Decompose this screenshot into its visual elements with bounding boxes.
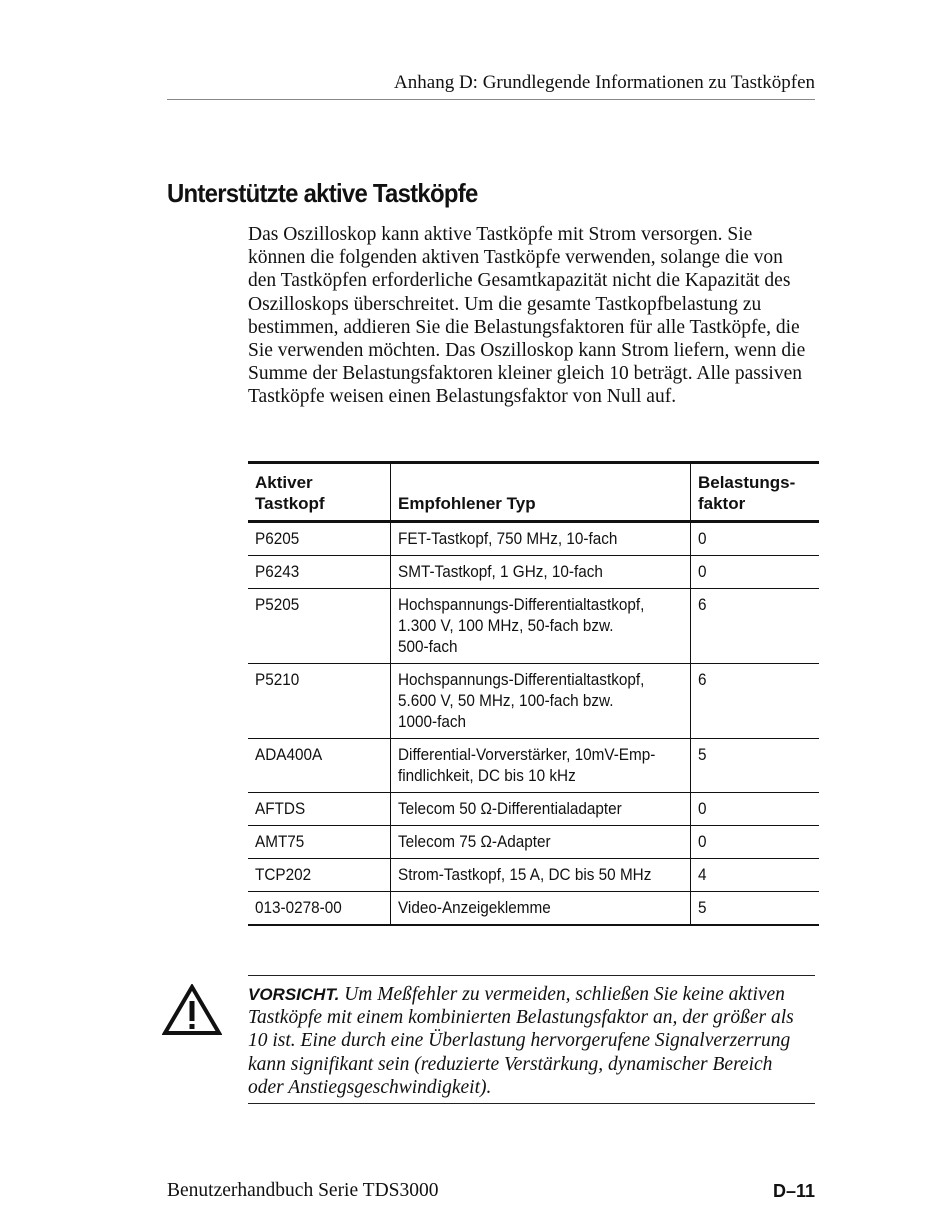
cell-factor: 0 [690, 826, 819, 859]
cell-type: Strom-Tastkopf, 15 A, DC bis 50 MHz [391, 859, 691, 892]
caution-note [248, 983, 813, 1099]
cell-probe: ADA400A [248, 739, 391, 793]
cell-type: Telecom 50 Ω-Differentialadapter [391, 793, 691, 826]
intro-paragraph: Das Oszilloskop kann aktive Tastköpfe mit Strom versorgen. Sie können die folgenden aktiven Tastköpfe verwenden, solange die von den Tastköpfen erforderliche Gesamtkapazität nicht die Kapazität des Oszilloskops überschreitet. Um die gesamte Tastkopfbelastung zu bestimmen, addieren Sie die Belastungsfaktoren für alle Tastköpfe, die Sie verwenden möchten. Das Oszilloskop kann Strom liefern, wenn die Summe der Belastungsfaktoren kleiner gleich 10 beträgt. Alle passiven Tastköpfe weisen einen Belastungsfaktor von Null auf. [248, 224, 806, 408]
cell-factor: 6 [690, 664, 819, 739]
cell-probe: AMT75 [248, 826, 391, 859]
table-row [248, 522, 819, 556]
caution-rule-top [248, 975, 815, 976]
header-load-factor: Belastungs- faktor [690, 463, 819, 522]
cell-probe: P5205 [248, 589, 391, 664]
header-recommended-type: Empfohlener Typ [391, 463, 691, 522]
cell-type: Telecom 75 Ω-Adapter [391, 826, 691, 859]
caution-rule-bottom [248, 1103, 815, 1104]
supported-probes-table [248, 461, 819, 926]
cell-probe: P6243 [248, 556, 391, 589]
cell-type: Video-Anzeigeklemme [391, 892, 691, 926]
cell-factor: 6 [690, 589, 819, 664]
header-active-probe: Aktiver Tastkopf [248, 463, 391, 522]
table-row [248, 664, 819, 739]
cell-type: Differential-Vorverstärker, 10mV-Emp- findlichkeit, DC bis 10 kHz [391, 739, 691, 793]
caution-text: Um Meßfehler zu vermeiden, schließen Sie keine aktiven Tastköpfe mit einem kombinierten Belastungsfaktor an, der größer als 10 ist. Eine durch eine Überlastung hervorgerufene Signalverzerrung kann signifikant sein (reduzierte Verstärkung, dynamischer Bereich oder Anstiegsgeschwindigkeit). [248, 984, 794, 1098]
page-number: D–11 [772, 1181, 815, 1201]
table-row [248, 892, 819, 926]
cell-factor: 0 [690, 522, 819, 556]
cell-probe: AFTDS [248, 793, 391, 826]
table-row [248, 826, 819, 859]
table-header-row [248, 463, 819, 522]
cell-factor: 4 [690, 859, 819, 892]
cell-probe: P6205 [248, 522, 391, 556]
cell-type: Hochspannungs-Differentialtastkopf, 1.300 V, 100 MHz, 50-fach bzw. 500-fach [391, 589, 691, 664]
running-header: Anhang D: Grundlegende Informationen zu Tastköpfen [394, 72, 815, 93]
cell-type: SMT-Tastkopf, 1 GHz, 10-fach [391, 556, 691, 589]
caution-label: VORSICHT. [248, 985, 340, 1004]
table-row [248, 793, 819, 826]
cell-probe: 013-0278-00 [248, 892, 391, 926]
section-title: Unterstützte aktive Tastköpfe [167, 178, 478, 208]
cell-factor: 5 [690, 892, 819, 926]
cell-factor: 5 [690, 739, 819, 793]
table-row [248, 589, 819, 664]
cell-factor: 0 [690, 793, 819, 826]
cell-probe: TCP202 [248, 859, 391, 892]
table-row [248, 556, 819, 589]
footer-manual-title: Benutzerhandbuch Serie TDS3000 [167, 1180, 439, 1201]
table-row [248, 859, 819, 892]
table-row [248, 739, 819, 793]
cell-type: Hochspannungs-Differentialtastkopf, 5.600 V, 50 MHz, 100-fach bzw. 1000-fach [391, 664, 691, 739]
cell-probe: P5210 [248, 664, 391, 739]
header-rule [167, 99, 815, 100]
cell-type: FET-Tastkopf, 750 MHz, 10-fach [391, 522, 691, 556]
warning-triangle-icon [162, 984, 222, 1036]
cell-factor: 0 [690, 556, 819, 589]
